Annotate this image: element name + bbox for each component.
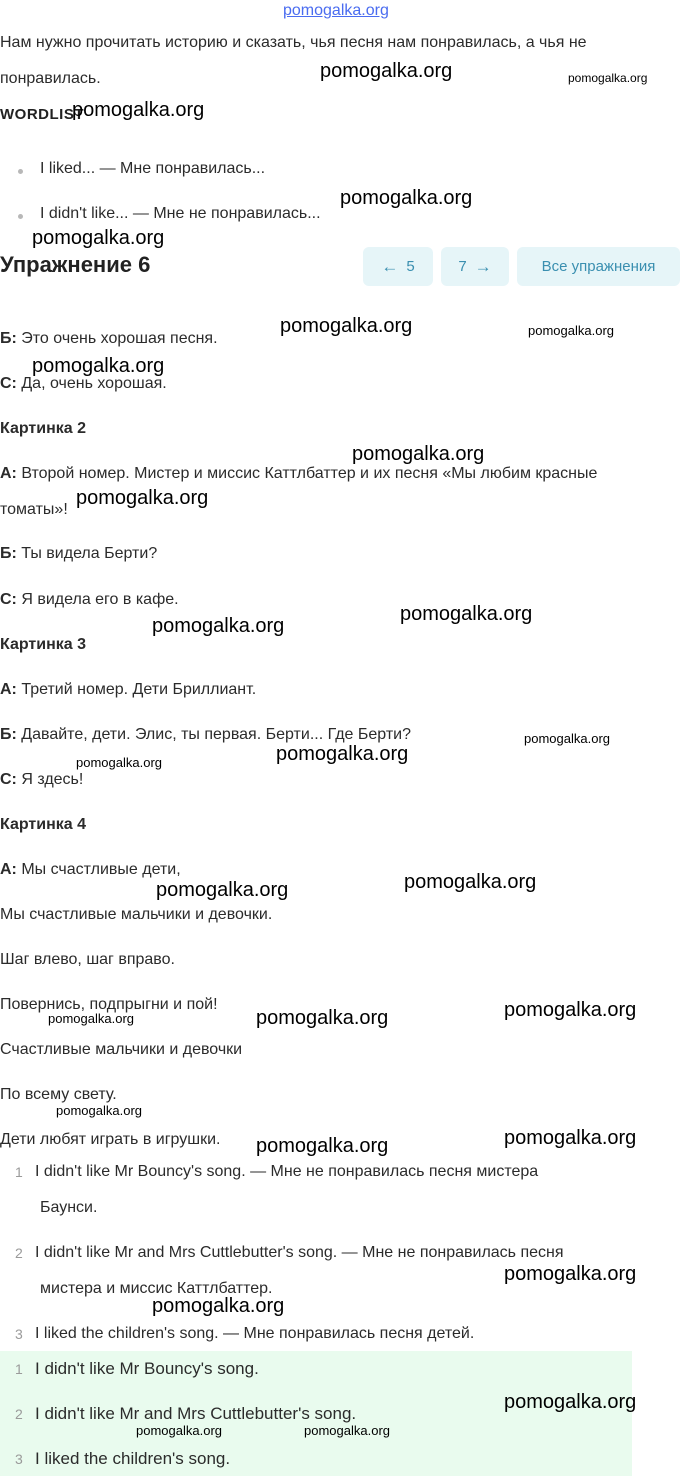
picture-heading-3: Картинка 3 <box>0 636 87 653</box>
dialogue-line <box>0 591 179 609</box>
speaker-label: С: <box>0 591 17 608</box>
watermark-text: pomogalka.org <box>400 603 533 625</box>
speaker-label: А: <box>0 861 17 878</box>
watermark-text: pomogalka.org <box>276 743 409 765</box>
translation-line-cont: мистера и миссис Каттлбаттер. <box>40 1280 273 1297</box>
prev-exercise-button[interactable] <box>363 247 433 286</box>
dialogue-line <box>0 861 181 879</box>
prev-exercise-label: 5 <box>406 258 415 275</box>
watermark-text: pomogalka.org <box>76 487 209 509</box>
watermark-text: pomogalka.org <box>504 1391 637 1413</box>
watermark-text: pomogalka.org <box>404 871 537 893</box>
dialogue-line <box>0 681 256 699</box>
all-exercises-button[interactable] <box>517 247 680 286</box>
all-exercises-label: Все упражнения <box>541 258 656 275</box>
watermark-text: pomogalka.org <box>72 99 205 121</box>
dialogue-line-cont: томаты»! <box>0 501 68 518</box>
speaker-label: А: <box>0 465 17 482</box>
dialogue-text: Третий номер. Дети Бриллиант. <box>16 681 257 698</box>
dialogue-line <box>0 545 157 563</box>
speaker-label: С: <box>0 375 17 392</box>
answer-line: I liked the children's song. <box>35 1449 231 1468</box>
watermark-text: pomogalka.org <box>504 1127 637 1149</box>
picture-heading-4: Картинка 4 <box>0 816 87 833</box>
song-line: Шаг влево, шаг вправо. <box>0 951 175 968</box>
watermark-text: pomogalka.org <box>568 71 648 85</box>
bullet-icon <box>18 214 23 219</box>
dialogue-text: Я здесь! <box>16 771 84 788</box>
translation-line: I liked the children's song. — Мне понравилась песня детей. <box>35 1325 475 1342</box>
exercise-title: Упражнение 6 <box>0 252 151 277</box>
picture-heading-2: Картинка 2 <box>0 420 87 437</box>
watermark-text: pomogalka.org <box>48 1011 134 1026</box>
intro-line-2: понравилась. <box>0 70 101 87</box>
translation-line: I didn't like Mr and Mrs Cuttlebutter's song. — Мне не понравилась песня <box>35 1244 564 1261</box>
dialogue-text: Второй номер. Мистер и миссис Каттлбаттер и их песня «Мы любим красные <box>16 465 598 482</box>
speaker-label: Б: <box>0 545 17 562</box>
watermark-text: pomogalka.org <box>320 60 453 82</box>
dialogue-text: Я видела его в кафе. <box>16 591 179 608</box>
answer-line: I didn't like Mr and Mrs Cuttlebutter's song. <box>35 1404 357 1423</box>
speaker-label: С: <box>0 771 17 788</box>
watermark-text: pomogalka.org <box>304 1423 390 1438</box>
watermark-text: pomogalka.org <box>340 187 473 209</box>
watermark-text: pomogalka.org <box>32 227 165 249</box>
list-number: 3 <box>15 1451 23 1467</box>
watermark-text: pomogalka.org <box>152 615 285 637</box>
dialogue-line <box>0 771 83 789</box>
arrow-left-icon: ← <box>381 256 399 276</box>
top-watermark-link[interactable]: pomogalka.org <box>283 2 389 19</box>
dialogue-text: Это очень хорошая песня. <box>16 330 218 347</box>
watermark-text: pomogalka.org <box>504 999 637 1021</box>
dialogue-line <box>0 465 597 483</box>
song-line: Повернись, подпрыгни и пой! <box>0 996 218 1013</box>
watermark-text: pomogalka.org <box>76 755 162 770</box>
dialogue-line <box>0 726 411 744</box>
arrow-right-icon: → <box>474 256 492 276</box>
dialogue-line <box>0 330 218 348</box>
watermark-text: pomogalka.org <box>56 1103 142 1118</box>
watermark-text: pomogalka.org <box>504 1263 637 1285</box>
speaker-label: А: <box>0 681 17 698</box>
answer-line: I didn't like Mr Bouncy's song. <box>35 1359 259 1378</box>
translation-line-cont: Баунси. <box>40 1199 98 1216</box>
watermark-text: pomogalka.org <box>152 1295 285 1317</box>
watermark-text: pomogalka.org <box>528 323 614 338</box>
wordlist-item-2: I didn't like... — Мне не понравилась... <box>40 205 321 222</box>
list-number: 3 <box>15 1326 23 1342</box>
speaker-label: Б: <box>0 330 17 347</box>
next-exercise-button[interactable] <box>441 247 509 286</box>
list-number: 2 <box>15 1245 23 1261</box>
intro-line-1: Нам нужно прочитать историю и сказать, чья песня нам понравилась, а чья не <box>0 34 587 51</box>
next-exercise-label: 7 <box>458 258 467 275</box>
wordlist-heading: WORDLIST <box>0 106 84 123</box>
dialogue-text: Ты видела Берти? <box>16 545 158 562</box>
watermark-text: pomogalka.org <box>280 315 413 337</box>
song-line: Дети любят играть в игрушки. <box>0 1131 221 1148</box>
watermark-text: pomogalka.org <box>156 879 289 901</box>
list-number: 2 <box>15 1406 23 1422</box>
translation-line: I didn't like Mr Bouncy's song. — Мне не понравилась песня мистера <box>35 1163 539 1180</box>
watermark-text: pomogalka.org <box>32 355 165 377</box>
dialogue-text: Мы счастливые дети, <box>16 861 181 878</box>
watermark-text: pomogalka.org <box>256 1007 389 1029</box>
wordlist-item-1: I liked... — Мне понравилась... <box>40 160 266 177</box>
speaker-label: Б: <box>0 726 17 743</box>
dialogue-text: Да, очень хорошая. <box>16 375 167 392</box>
bullet-icon <box>18 169 23 174</box>
song-line: Мы счастливые мальчики и девочки. <box>0 906 273 923</box>
watermark-text: pomogalka.org <box>256 1135 389 1157</box>
song-line: По всему свету. <box>0 1086 117 1103</box>
watermark-text: pomogalka.org <box>136 1423 222 1438</box>
watermark-text: pomogalka.org <box>524 731 610 746</box>
song-line: Счастливые мальчики и девочки <box>0 1041 243 1058</box>
watermark-text: pomogalka.org <box>352 443 485 465</box>
list-number: 1 <box>15 1361 23 1377</box>
list-number: 1 <box>15 1164 23 1180</box>
dialogue-text: Давайте, дети. Элис, ты первая. Берти... Где Берти? <box>16 726 411 743</box>
